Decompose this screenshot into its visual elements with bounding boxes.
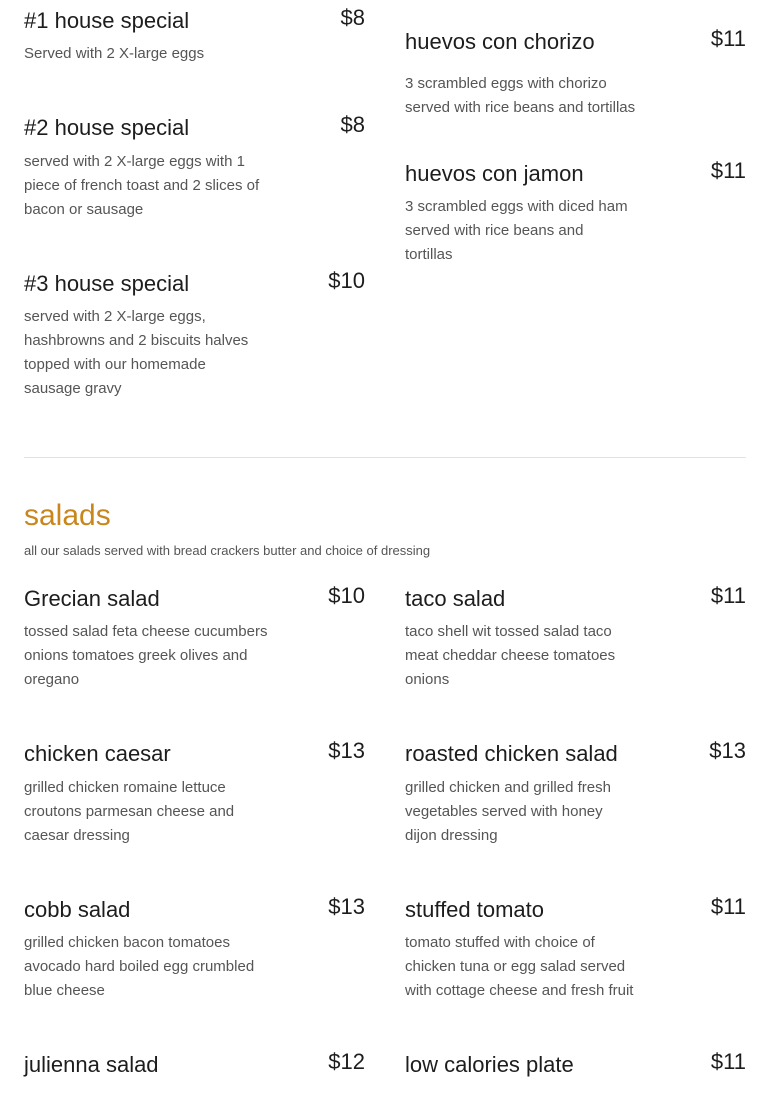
menu-item-description: grilled chicken bacon tomatoes avocado hard boiled egg crumbled blue cheese <box>24 934 255 999</box>
menu-item-price: $8 <box>340 112 365 137</box>
menu-item-description: grilled chicken romaine lettuce croutons parmesan cheese and caesar dressing <box>24 779 235 844</box>
menu-item-name: julienna salad <box>24 1052 159 1077</box>
menu-item-price: $11 <box>710 26 746 51</box>
section-note: all our salads served with bread crackers butter and choice of dressing <box>24 543 431 558</box>
menu-item-description: tossed salad feta cheese cucumbers onions tomatoes greek olives and oregano <box>24 623 268 688</box>
menu-item-name: roasted chicken salad <box>405 741 618 766</box>
menu-item-name: stuffed tomato <box>405 897 545 922</box>
menu-item-name: taco salad <box>405 586 506 611</box>
menu-item-name: #1 house special <box>24 8 190 33</box>
menu-item-name: huevos con chorizo <box>405 29 595 54</box>
section-divider <box>24 457 746 458</box>
menu-item-name: huevos con jamon <box>405 161 584 186</box>
menu-item-price: $8 <box>340 5 365 30</box>
menu-item-price: $11 <box>710 894 746 919</box>
menu-item-name: chicken caesar <box>24 741 171 766</box>
menu-item-description: grilled chicken and grilled fresh vegetables served with honey dijon dressing <box>405 779 611 844</box>
menu-item-price: $13 <box>328 894 365 919</box>
menu-item-description: 3 scrambled eggs with diced ham served with rice beans and tortillas <box>405 198 628 263</box>
menu-item-price: $13 <box>709 738 746 763</box>
menu-item-description: Served with 2 X-large eggs <box>24 45 205 62</box>
menu-item-name: #2 house special <box>24 115 190 140</box>
menu-item-price: $11 <box>710 583 746 608</box>
menu-item-name: cobb salad <box>24 897 131 922</box>
menu-item-description: served with 2 X-large eggs, hashbrowns and 2 biscuits halves topped with our homemade sausage gravy <box>24 308 249 397</box>
menu-item-name: #3 house special <box>24 271 190 296</box>
section-title-salads: salads <box>24 499 111 532</box>
menu-item-price: $11 <box>710 158 746 183</box>
menu-item-description: taco shell wit tossed salad taco meat cheddar cheese tomatoes onions <box>405 623 616 688</box>
menu-item-name: low calories plate <box>405 1052 574 1077</box>
menu-item-price: $13 <box>328 738 365 763</box>
menu-item-price: $12 <box>328 1049 365 1074</box>
menu-item-price: $10 <box>328 583 365 608</box>
menu-item-description: tomato stuffed with choice of chicken tuna or egg salad served with cottage cheese and fresh fruit <box>405 934 634 999</box>
menu-item-description: served with 2 X-large eggs with 1 piece of french toast and 2 slices of bacon or sausage <box>24 153 260 218</box>
menu-item-price: $11 <box>710 1049 746 1074</box>
menu-item-price: $10 <box>328 268 365 293</box>
menu-item-description: 3 scrambled eggs with chorizo served with rice beans and tortillas <box>405 75 636 116</box>
menu-item-name: Grecian salad <box>24 586 160 611</box>
